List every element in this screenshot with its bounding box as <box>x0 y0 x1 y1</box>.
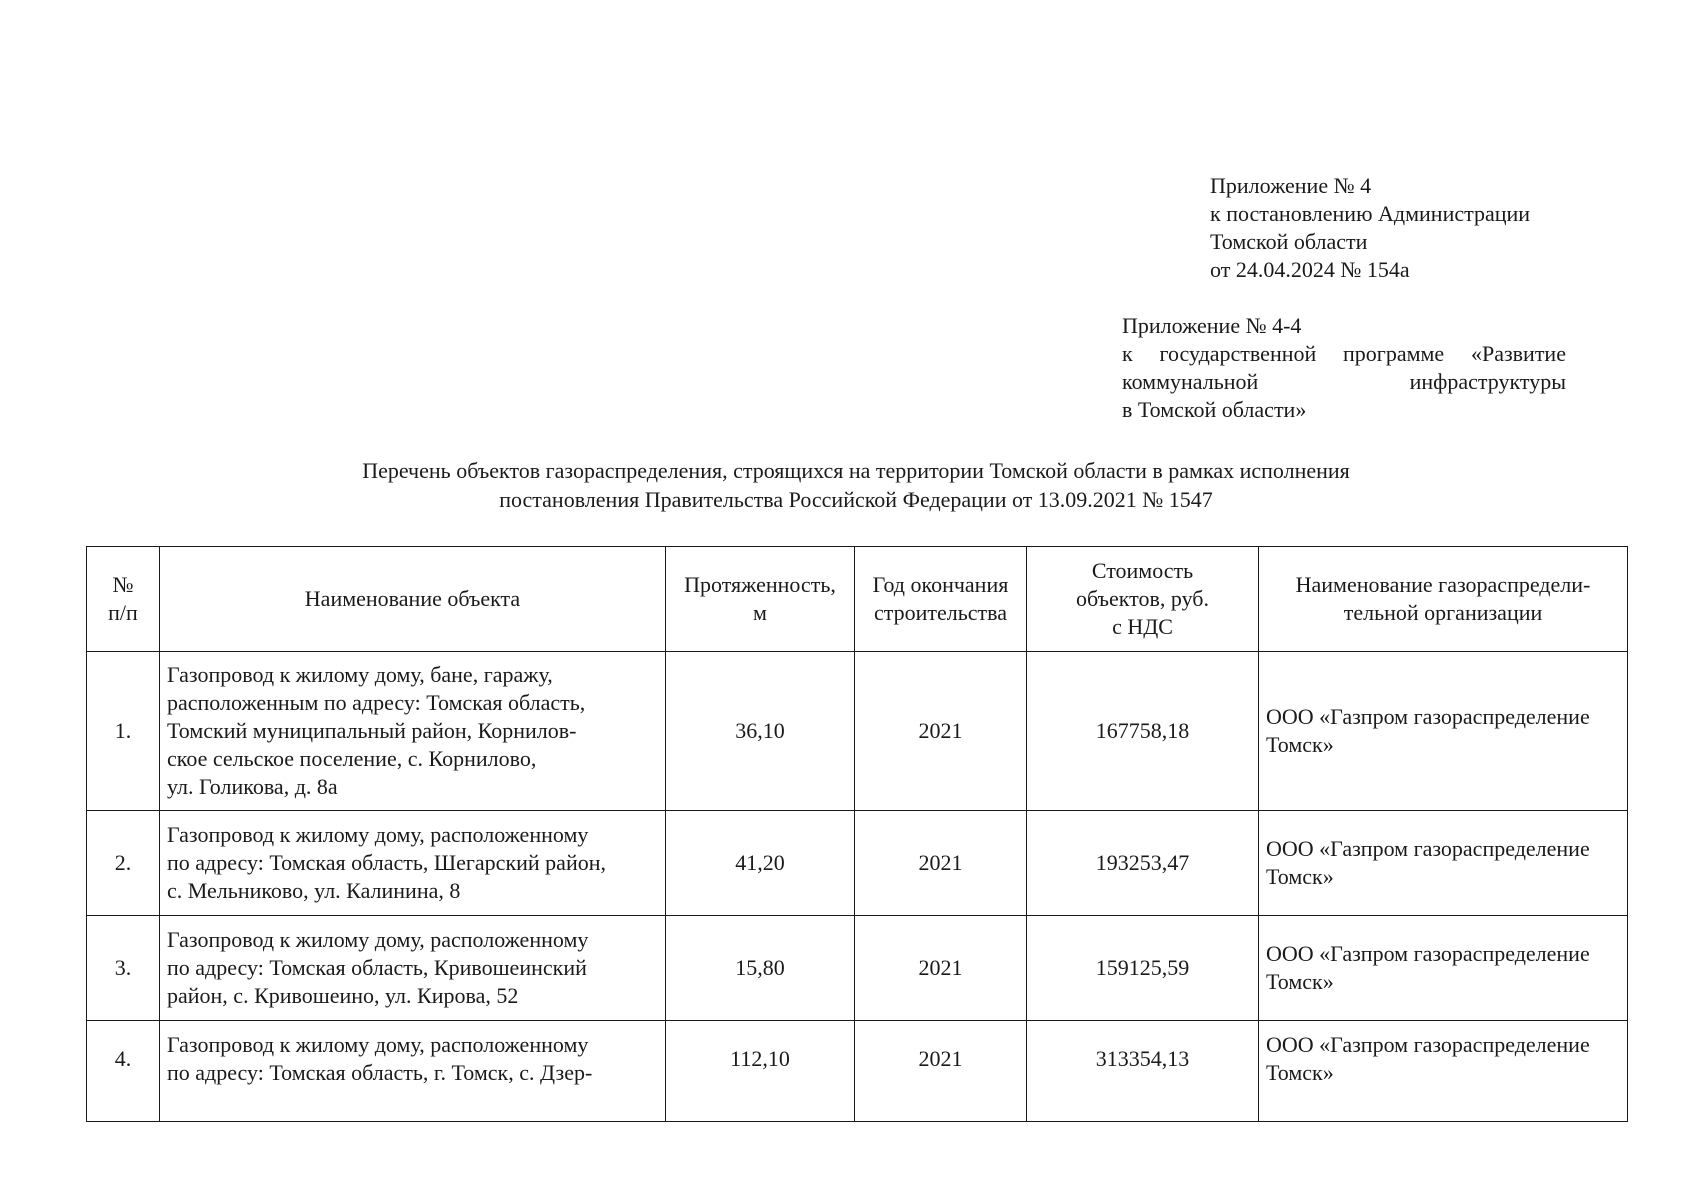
appendix-program-word: программе <box>1343 341 1445 366</box>
cell-year: 2021 <box>855 652 1027 811</box>
appendix-program-line <box>1122 340 1566 368</box>
cell-line: по адресу: Томская область, Кривошеинский <box>167 955 587 980</box>
cell-length: 112,10 <box>666 1021 855 1122</box>
appendix-program-block <box>1122 312 1566 424</box>
cell-line: ул. Голикова, д. 8а <box>167 774 338 799</box>
cell-line: ООО «Газпром газораспределение <box>1266 941 1590 966</box>
cell-line: Томск» <box>1266 732 1334 757</box>
header-text: Наименование газораспредели- <box>1295 572 1591 597</box>
appendix-program-word: государственной <box>1159 341 1317 366</box>
appendix-program-line: в Томской области» <box>1122 397 1307 422</box>
header-text: Год окончания <box>872 572 1009 597</box>
cell-length: 36,10 <box>666 652 855 811</box>
cell-organization <box>1259 1021 1628 1122</box>
appendix-main-line: к постановлению Администрации <box>1210 201 1531 226</box>
cell-line: район, с. Кривошеино, ул. Кирова, 52 <box>167 983 519 1008</box>
cell-cost: 159125,59 <box>1027 916 1259 1021</box>
cell-year: 2021 <box>855 1021 1027 1122</box>
appendix-program-word: к <box>1122 341 1133 366</box>
cell-length: 41,20 <box>666 811 855 916</box>
cell-line: ООО «Газпром газораспределение <box>1266 1032 1590 1057</box>
header-text: № <box>112 572 134 597</box>
cell-object-name <box>160 916 666 1021</box>
header-organization <box>1259 547 1628 652</box>
header-text: объектов, руб. <box>1075 586 1209 611</box>
cell-number: 3. <box>87 916 160 1021</box>
document-title <box>86 456 1626 514</box>
cell-object-name <box>160 1021 666 1122</box>
header-text: тельной организации <box>1343 600 1543 625</box>
header-text: с НДС <box>1112 614 1173 639</box>
cell-line: Газопровод к жилому дому, бане, гаражу, <box>167 662 553 687</box>
cell-cost: 193253,47 <box>1027 811 1259 916</box>
cell-line: по адресу: Томская область, г. Томск, с. Дзер- <box>167 1060 593 1085</box>
cell-line: Газопровод к жилому дому, расположенному <box>167 1032 589 1057</box>
cell-line: Томск» <box>1266 864 1334 889</box>
cell-organization <box>1259 652 1628 811</box>
header-object-name <box>160 547 666 652</box>
appendix-program-word: «Развитие <box>1470 341 1566 366</box>
cell-object-name <box>160 652 666 811</box>
header-text: строительства <box>873 600 1008 625</box>
cell-number: 4. <box>87 1021 160 1122</box>
appendix-main-line: Томской области <box>1210 229 1368 254</box>
cell-organization <box>1259 916 1628 1021</box>
header-text: Стоимость <box>1091 558 1194 583</box>
table-header-row <box>87 547 1628 652</box>
header-cost <box>1027 547 1259 652</box>
cell-organization <box>1259 811 1628 916</box>
header-text: Наименование объекта <box>304 586 521 611</box>
cell-cost: 313354,13 <box>1027 1021 1259 1122</box>
header-text: м <box>753 600 767 625</box>
appendix-main-block <box>1210 172 1530 284</box>
appendix-program-line <box>1122 368 1566 396</box>
cell-line: расположенным по адресу: Томская область, <box>167 690 586 715</box>
cell-line: Томский муниципальный район, Корнилов- <box>167 718 577 743</box>
cell-year: 2021 <box>855 811 1027 916</box>
header-length <box>666 547 855 652</box>
cell-length: 15,80 <box>666 916 855 1021</box>
header-text: Протяженность, <box>684 572 836 597</box>
table-row <box>87 652 1628 811</box>
cell-year: 2021 <box>855 916 1027 1021</box>
cell-line: Газопровод к жилому дому, расположенному <box>167 822 589 847</box>
table-row <box>87 1021 1628 1122</box>
cell-line: ское сельское поселение, с. Корнилово, <box>167 746 537 771</box>
cell-number: 1. <box>87 652 160 811</box>
appendix-program-word: инфраструктуры <box>1409 369 1566 394</box>
cell-cost: 167758,18 <box>1027 652 1259 811</box>
appendix-main-line: Приложение № 4 <box>1210 173 1372 198</box>
cell-line: Газопровод к жилому дому, расположенному <box>167 927 589 952</box>
appendix-program-word: коммунальной <box>1122 369 1259 394</box>
cell-line: Томск» <box>1266 1060 1334 1085</box>
header-year <box>855 547 1027 652</box>
cell-object-name <box>160 811 666 916</box>
header-number <box>87 547 160 652</box>
gas-objects-table <box>86 546 1628 1122</box>
cell-line: Томск» <box>1266 969 1334 994</box>
table-row <box>87 916 1628 1021</box>
cell-number: 2. <box>87 811 160 916</box>
cell-line: с. Мельниково, ул. Калинина, 8 <box>167 878 461 903</box>
header-text: п/п <box>108 600 138 625</box>
appendix-program-line: Приложение № 4-4 <box>1122 313 1302 338</box>
cell-line: по адресу: Томская область, Шегарский район, <box>167 850 606 875</box>
document-title-line: постановления Правительства Российской Федерации от 13.09.2021 № 1547 <box>499 487 1213 512</box>
appendix-main-line: от 24.04.2024 № 154а <box>1210 257 1410 282</box>
cell-line: ООО «Газпром газораспределение <box>1266 836 1590 861</box>
document-title-line: Перечень объектов газораспределения, строящихся на территории Томской области в рамках исполнения <box>362 458 1350 483</box>
table-row <box>87 811 1628 916</box>
cell-line: ООО «Газпром газораспределение <box>1266 704 1590 729</box>
